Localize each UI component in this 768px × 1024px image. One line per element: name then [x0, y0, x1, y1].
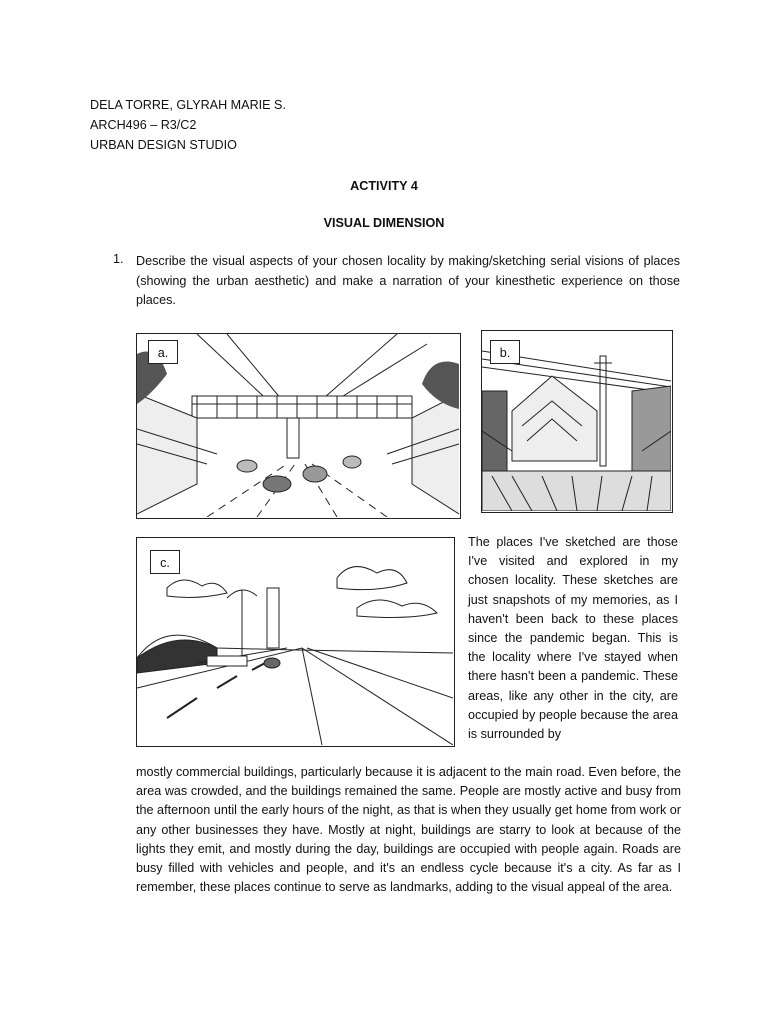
road-drawing [137, 538, 453, 745]
narration-side-paragraph: The places I've sketched are those I've visited and explored in my chosen locality. These sketches are just snapshots of my memories, as I haven't been back to these places since the pandemic began. This is the locality where I've stayed when there hasn't been a pandemic. These areas, like any other in the city, are occupied by people because the area is surrounded by [468, 535, 678, 742]
narration-continued-paragraph: mostly commercial buildings, particularly because it is adjacent to the main road. Even before, the area was crowded, and the buildings remained the same. People are mostly active and busy from the afternoon until the early hours of the night, as that is when they usually get home from work or any other businesses they have. Mostly at night, buildings are starry to look at because of the lights they emit, and mostly during the day, buildings are occupied with people again. Roads are busy filled with vehicles and people, and it's an endless cycle because it's a city. As far as I remember, these places continue to serve as landmarks, adding to the visual appeal of the area. [136, 765, 681, 895]
narration-side-text [468, 533, 678, 744]
sketch-a-label: a. [148, 340, 178, 364]
question-text: Describe the visual aspects of your chosen locality by making/sketching serial visions of places (showing the urban aesthetic) and make a narration of your kinesthetic experience on those places. [136, 254, 680, 307]
sketch-b-label: b. [490, 340, 520, 364]
sketch-a-overpass [136, 333, 461, 519]
studio-name: URBAN DESIGN STUDIO [90, 138, 237, 152]
sketch-c-label: c. [150, 550, 180, 574]
narration-continued-text [136, 763, 681, 897]
sketch-c-road [136, 537, 455, 747]
overpass-drawing [137, 334, 459, 517]
section-subtitle: VISUAL DIMENSION [323, 216, 445, 230]
course-code: ARCH496 – R3/C2 [90, 118, 197, 132]
student-name: DELA TORRE, GLYRAH MARIE S. [90, 98, 286, 112]
question-number: 1. [113, 252, 124, 266]
activity-title: ACTIVITY 4 [350, 179, 418, 193]
